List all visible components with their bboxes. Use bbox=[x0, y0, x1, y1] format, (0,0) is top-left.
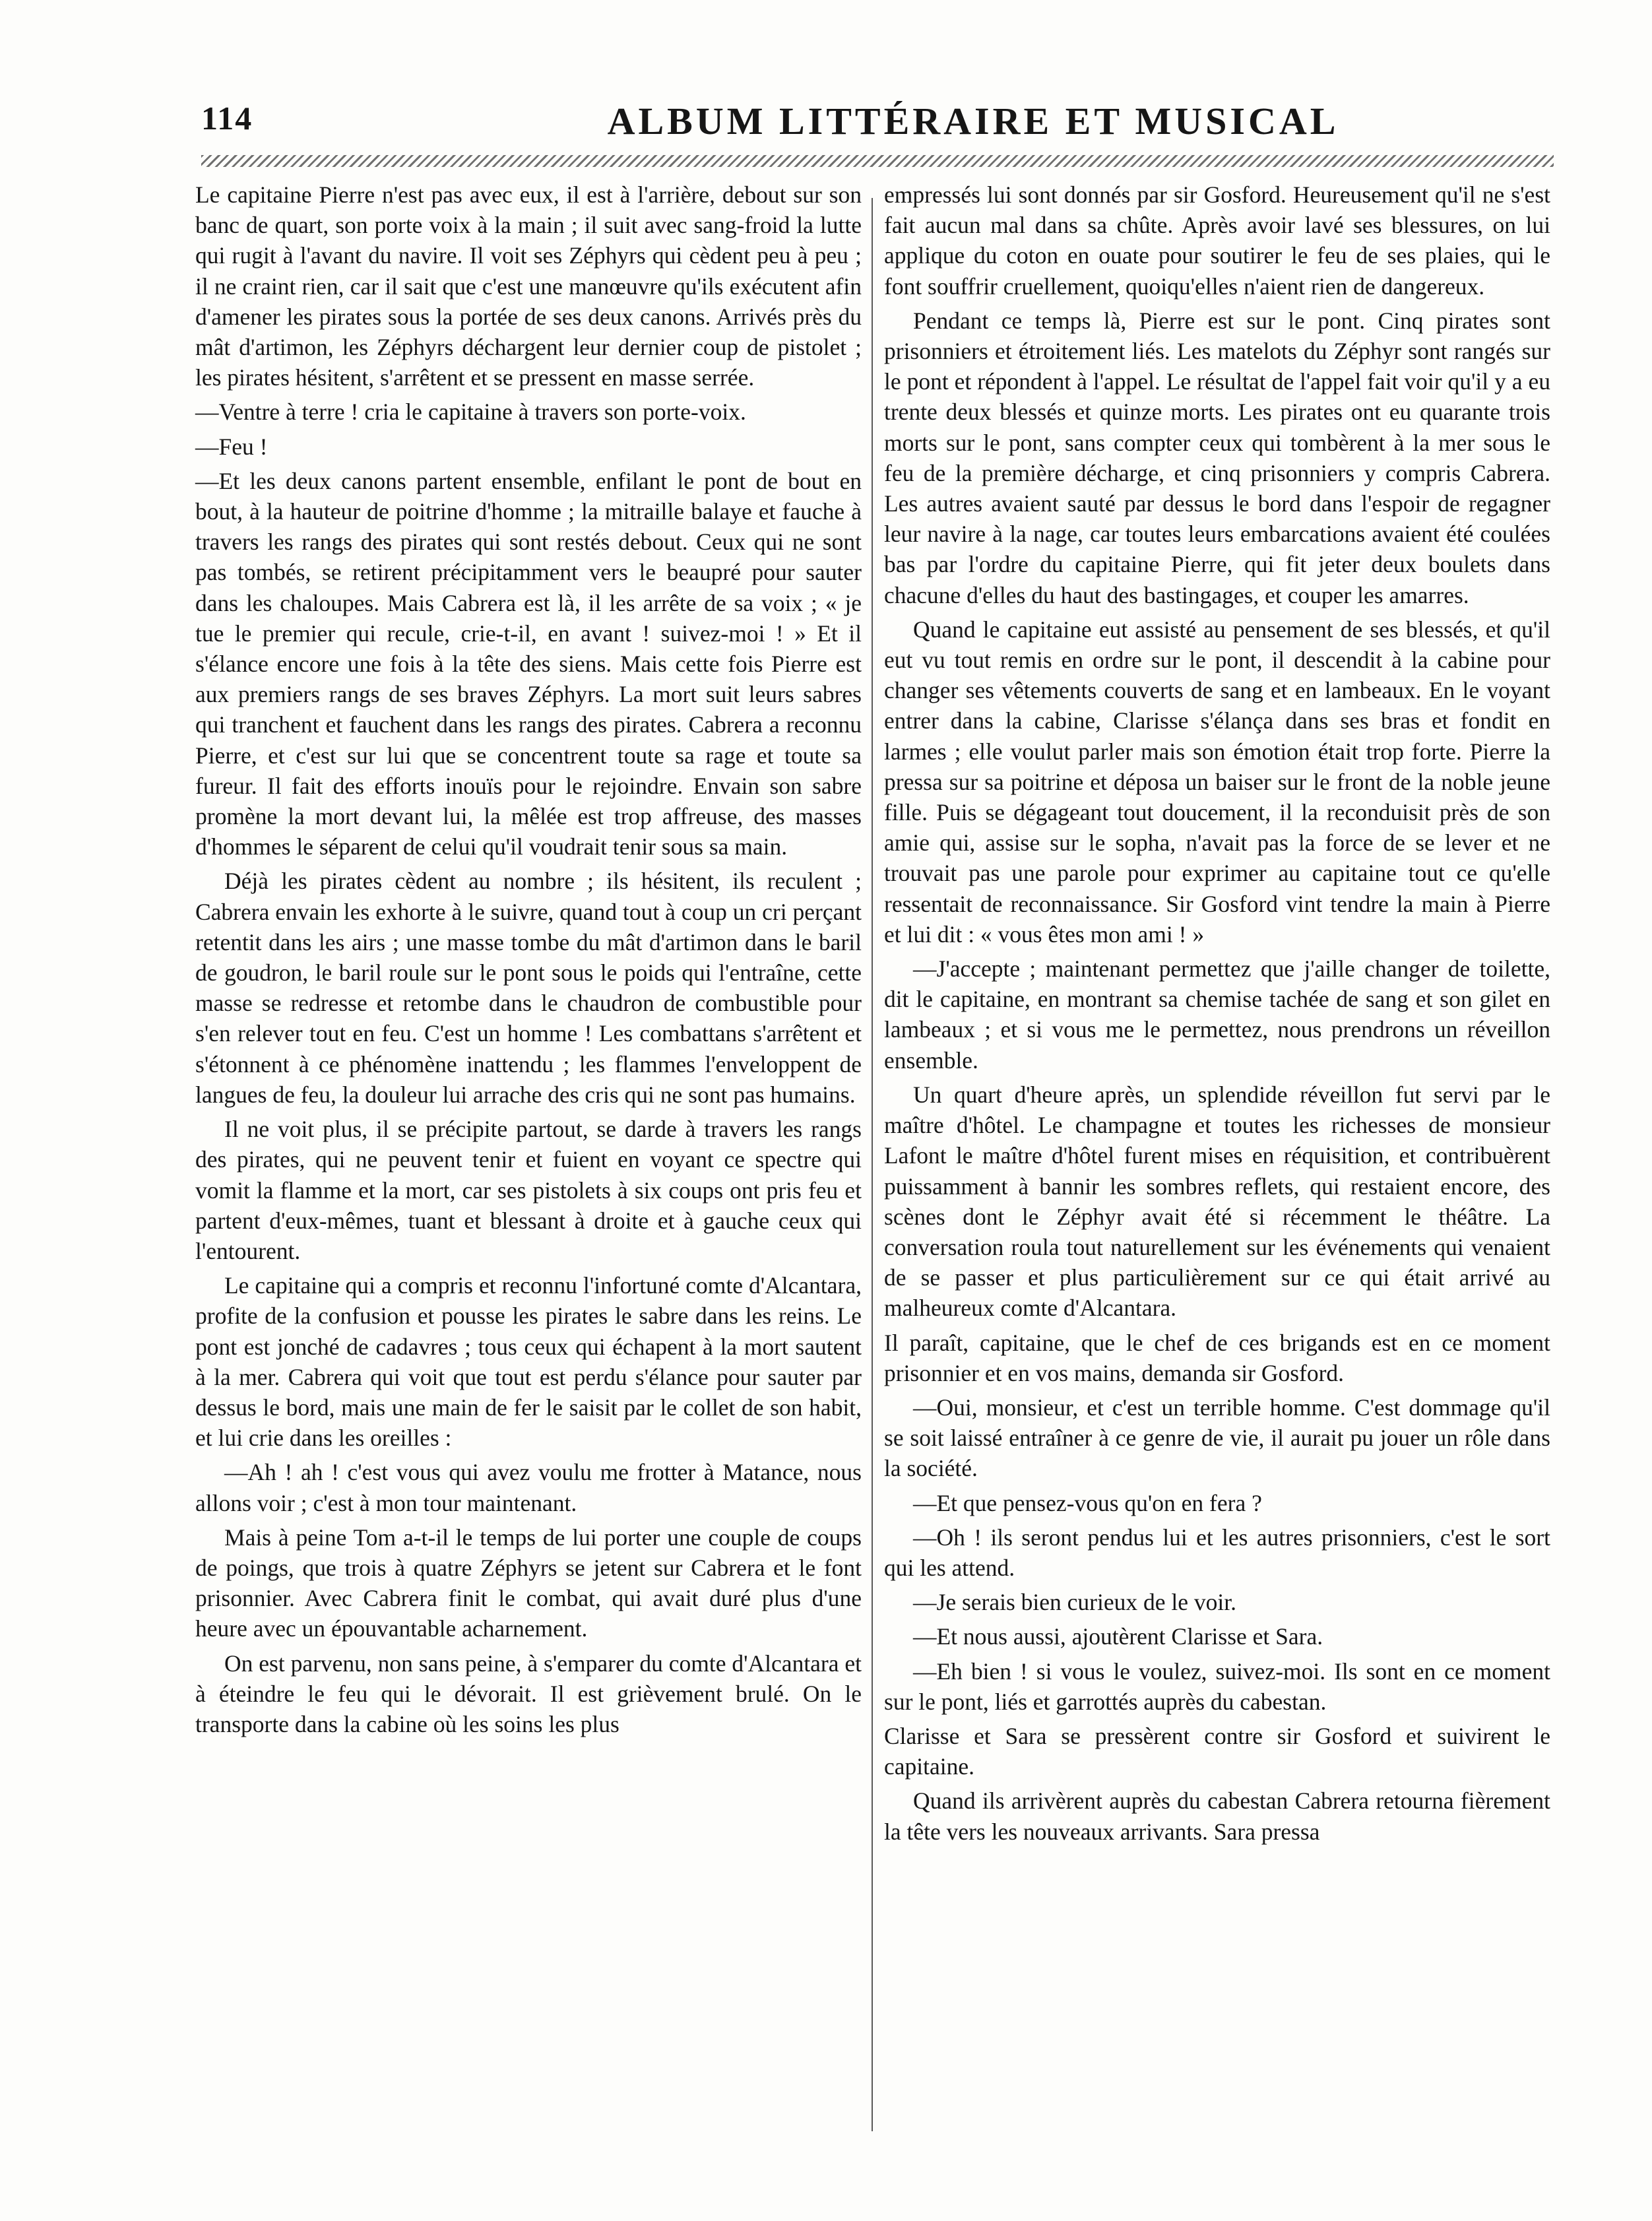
paragraph: Déjà les pirates cèdent au nombre ; ils hésitent, ils reculent ; Cabrera envain les exhorte à le suivre, quand tout à coup un cri perçant retentit dans les airs ; une masse tombe du mât d'artimon dans le baril de goudron, le baril roule sur le pont sous le poids qui l'entraîne, cette masse se redresse et retombe dans le chaudron de combustible pour s'en relever tout en feu. C'est un homme ! Les combattans s'arrêtent et s'étonnent à ce phénomène inattendu ; les flammes l'enveloppent de langues de feu, la douleur lui arrache des cris qui ne sont pas humains. bbox=[195, 868, 862, 1108]
journal-title: ALBUM LITTÉRAIRE ET MUSICAL bbox=[607, 100, 1339, 143]
page-number: 114 bbox=[201, 100, 253, 137]
paragraph: —Oh ! ils seront pendus lui et les autres prisonniers, c'est le sort qui les attend. bbox=[884, 1524, 1550, 1581]
paragraph: —Ah ! ah ! c'est vous qui avez voulu me frotter à Matance, nous allons voir ; c'est à mon tour maintenant. bbox=[195, 1459, 862, 1516]
paragraph: Un quart d'heure après, un splendide réveillon fut servi par le maître d'hôtel. Le champagne et toutes les richesses de monsieur Lafont le maître d'hôtel furent mises en réquisition, et contribuèrent puissamment à bannir les sombres reflets, qui restaient encore, des scènes dont le Zéphyr avait été si récemment le théâtre. La conversation roula tout naturellement sur les événements qui venaient de se passer et plus particulièrement sur ce qui était arrivé au malheureux comte d'Alcantara. bbox=[884, 1081, 1550, 1322]
paragraph: On est parvenu, non sans peine, à s'emparer du comte d'Alcantara et à éteindre le feu qui le dévorait. Il est grièvement brulé. On le transporte dans la cabine où les soins les plus bbox=[195, 1650, 862, 1737]
paragraph: Il paraît, capitaine, que le chef de ces brigands est en ce moment prisonnier et en vos mains, demanda sir Gosford. bbox=[884, 1329, 1550, 1386]
paragraph: Il ne voit plus, il se précipite partout, se darde à travers les rangs des pirates, qui ne peuvent tenir et fuient en voyant ce spectre qui vomit la flamme et la mort, car ses pistolets à six coups ont pris feu et partent d'eux-mêmes, tuant et blessant à droite et à gauche ceux qui l'entourent. bbox=[195, 1116, 862, 1264]
paragraph: —Ventre à terre ! cria le capitaine à travers son porte-voix. bbox=[195, 399, 746, 426]
paragraph: —Je serais bien curieux de le voir. bbox=[913, 1589, 1236, 1616]
paragraph: —Et que pensez-vous qu'on en fera ? bbox=[913, 1489, 1262, 1516]
paragraph: Quand le capitaine eut assisté au pensement de ses blessés, et qu'il eut vu tout remis en ordre sur le pont, il descendit à la cabine pour changer ses vêtements couverts de sang et en lambeaux. En le voyant entrer dans la cabine, Clarisse s'élança dans ses bras et fondit en larmes ; elle voulut parler mais son émotion était trop forte. Pierre la pressa sur sa poitrine et déposa un baiser sur le front de la noble jeune fille. Puis se dégageant tout doucement, il la reconduisit près de son amie qui, assise sur le sopha, n'avait pas la force de se lever et ne trouvait pas une parole pour exprimer au capitaine tout ce qu'elle ressentait de reconnaissance. Sir Gosford vint tendre la main à Pierre et lui dit : « vous êtes mon ami ! » bbox=[884, 616, 1550, 948]
paragraph: Le capitaine qui a compris et reconnu l'infortuné comte d'Alcantara, profite de la confusion et pousse les pirates le sabre dans les reins. Le pont est jonché de cadavres ; tous ceux qui échapent à la mort sautent à la mer. Cabrera qui voit que tout est perdu s'élance pour sauter par dessus le bord, mais une main de fer le saisit par le collet de son habit, et lui crie dans les oreilles : bbox=[195, 1272, 862, 1452]
paragraph: —Eh bien ! si vous le voulez, suivez-moi. Ils sont en ce moment sur le pont, liés et garrottés auprès du cabestan. bbox=[884, 1658, 1550, 1715]
decorative-header-rule bbox=[201, 155, 1554, 167]
paragraph: —Feu ! bbox=[195, 433, 268, 460]
paragraph: Le capitaine Pierre n'est pas avec eux, il est à l'arrière, debout sur son banc de quart, son porte voix à la main ; il suit avec sang-froid la lutte qui rugit à l'avant du navire. Il voit ses Zéphyrs qui cèdent peu à peu ; il ne craint rien, car il sait que c'est une manœuvre qu'ils exécutent afin d'amener les pirates sous la portée de ses deux canons. Arrivés près du mât d'artimon, les Zéphyrs déchargent leur dernier coup de pistolet ; les pirates hésitent, s'arrêtent et se pressent en masse serrée. bbox=[195, 181, 862, 391]
paragraph: Quand ils arrivèrent auprès du cabestan Cabrera retourna fièrement la tête vers les nouveaux arrivants. Sara pressa bbox=[884, 1787, 1550, 1845]
paragraph: —Et les deux canons partent ensemble, enfilant le pont de bout en bout, à la hauteur de poitrine d'homme ; la mitraille balaye et fauche à travers les rangs des pirates qui sont restés debout. Ceux qui ne sont pas tombés, se retirent précipitamment vers le beaupré pour sauter dans les chaloupes. Mais Cabrera est là, il les arrête de sa voix ; « je tue le premier qui recule, crie-t-il, en avant ! suivez-moi ! » Et il s'élance encore une fois à la tête des siens. Mais cette fois Pierre est aux premiers rangs de ses braves Zéphyrs. La mort suit leurs sabres qui tranchent et fauchent dans les rangs des pirates. Cabrera a reconnu Pierre, et c'est sur lui que se concentrent toute sa rage et toute sa fureur. Il fait des efforts inouïs pour le rejoindre. Envain son sabre promène la mort devant lui, la mêlée est trop affreuse, des masses d'hommes le séparent de celui qu'il voudrait tenir sous sa main. bbox=[195, 467, 862, 860]
running-header bbox=[201, 99, 1554, 152]
paragraph: empressés lui sont donnés par sir Gosford. Heureusement qu'il ne s'est fait aucun mal dans sa chûte. Après avoir lavé ses blessures, on lui applique du coton en ouate pour soutirer le feu de ses plaies, qui le font souffrir cruellement, quoiqu'elles n'aient rien de dangereux. bbox=[884, 181, 1550, 300]
paragraph: —J'accepte ; maintenant permettez que j'aille changer de toilette, dit le capitaine, en montrant sa chemise tachée de sang et son gilet en lambeaux ; et si vous me le permettez, nous prendrons un réveillon ensemble. bbox=[884, 955, 1550, 1074]
paragraph: —Et nous aussi, ajoutèrent Clarisse et Sara. bbox=[913, 1623, 1323, 1650]
paragraph: —Oui, monsieur, et c'est un terrible homme. C'est dommage qu'il se soit laissé entraîner à ce genre de vie, il aurait pu jouer un rôle dans la société. bbox=[884, 1394, 1550, 1482]
paragraph: Mais à peine Tom a-t-il le temps de lui porter une couple de coups de poings, que trois à quatre Zéphyrs se jetent sur Cabrera et le font prisonnier. Avec Cabrera finit le combat, qui avait duré plus d'une heure avec un épouvantable acharnement. bbox=[195, 1524, 862, 1642]
left-text-column bbox=[195, 179, 862, 1743]
right-text-column bbox=[884, 179, 1550, 1851]
column-divider bbox=[872, 198, 873, 2131]
paragraph: Clarisse et Sara se pressèrent contre sir Gosford et suivirent le capitaine. bbox=[884, 1722, 1550, 1780]
paragraph: Pendant ce temps là, Pierre est sur le pont. Cinq pirates sont prisonniers et étroitement liés. Les matelots du Zéphyr sont rangés sur le pont et répondent à l'appel. Le résultat de l'appel fait voir qu'il y a eu trente deux blessés et quinze morts. Les pirates ont eu quarante trois morts sur le pont, sans compter ceux qui tombèrent à la mer sous le feu de la première décharge, et cinq prisonniers y compris Cabrera. Les autres avaient sauté par dessus le bord dans l'espoir de regagner leur navire à la nage, car toutes leurs embarcations avaient été coulées bas par l'ordre du capitaine Pierre, qui fit jeter deux boulets dans chacune d'elles du haut des bastingages, et couper les amarres. bbox=[884, 307, 1550, 608]
